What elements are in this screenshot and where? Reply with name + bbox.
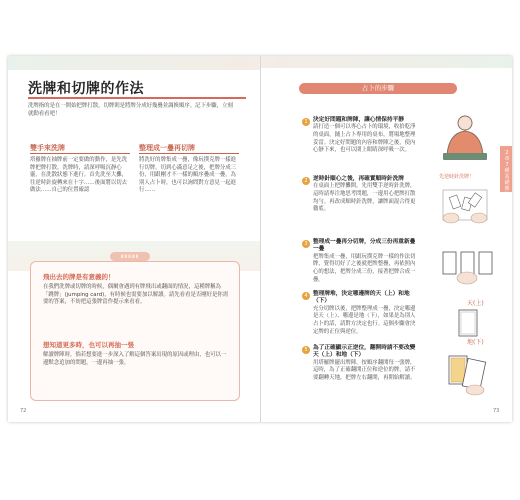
- step-title: 逆時針順心之後，再確實順時針洗牌: [313, 176, 404, 182]
- shuffle-illustration: [437, 184, 493, 226]
- title-underline: [28, 97, 246, 99]
- left-page: [8, 56, 260, 422]
- step-1: [299, 117, 417, 155]
- right-page: [261, 56, 512, 422]
- step-5: [299, 345, 417, 383]
- step-title: 為了正確顯示正逆位，翻開時請不要改變天（上）和地（下）: [313, 345, 416, 359]
- section-heading-cut: 整理成一疊再切牌: [139, 144, 195, 152]
- section-tag: 占卜的步驟: [299, 83, 457, 94]
- section-underline: [139, 153, 239, 154]
- flip-card-illustration: [441, 352, 491, 396]
- step-title: 整理成一疊再分切牌，分成三份再重新疊一疊: [313, 239, 416, 253]
- step-4: [299, 291, 417, 336]
- step-body: 在桌面上把牌攤開，先用雙手逆時針洗牌，這時請專注地思考問題，一邊用心把牌打散均勻。再改成順時針洗牌，讓牌面混合得更徹底。: [313, 183, 416, 213]
- step-title: 整理牌堆，決定哪邊牌的天（上）和地（下）: [313, 291, 410, 305]
- step-number: 2: [302, 177, 310, 185]
- step-body: 請打造一個可以專心占卜的環境，收拾乾淨的桌面，鋪上占卜專用的桌布，將場地整理妥當。決定好問題的內容和牌陣之後，使內心靜下來，也可以閉上眼睛深呼吸一次。: [313, 124, 416, 154]
- section-text-shuffle: 塔羅牌在抽牌前一定要做的動作，是先洗牌把牌打散。洗牌時，請深呼吸沉靜心靈，在洗散狀態下進行。首先洗至大攤，往逆時針旋轉來在十字……後面將以切去做法……自己的位置確認: [30, 157, 128, 194]
- step-3: [299, 239, 417, 284]
- tips-heading-draw-more: 想知道更多時，也可以再抽一張: [43, 341, 134, 349]
- label-up: 天(上): [467, 300, 484, 307]
- step-number: 5: [302, 346, 310, 354]
- intro-text: 洗牌指的是在一開始把牌打散，切牌則是將牌分成好幾疊並調換順序。記下步驟，立刻就動看看吧！: [28, 103, 233, 117]
- deck-orientation-illustration: [449, 308, 489, 338]
- tips-box: [30, 261, 240, 401]
- tips-text-jumping-card: 在我們洗牌或切牌的時候，偶爾會遇到有牌飛出或翻面的情況，這種牌稱為「跳牌」(jumping card)，有時候也需要加以解讀。請先看看是否剛好是你需要的答案，不妨把這張牌當作提示來看看。: [43, 284, 229, 306]
- chapter-tab-label: 2章 7種基礎牌陣: [504, 150, 510, 198]
- step-number: 4: [302, 292, 310, 300]
- step-body: 充分切牌以後，把牌整理成一疊，決定哪邊是天（上）、哪邊是地（下），如果是為別人占卜的話，請對方決定也行。這個步驟會決定牌的正位與逆位。: [313, 305, 416, 335]
- page-title: 洗牌和切牌的作法: [28, 81, 144, 97]
- step-title: 決定好問題和牌陣，讓心情保持平靜: [313, 117, 404, 123]
- deco-label: ⅢⅢⅢⅢⅢ: [110, 252, 150, 261]
- step-body: 把牌集成一疊，用跟玩撲克牌一樣的作法切牌，覺得切好了之後就把牌整疊，再依照內心的想法，把牌分成三份，接著把牌合成一疊。: [313, 253, 416, 283]
- section-heading-shuffle: 雙手來洗牌: [30, 144, 65, 152]
- step-2: [299, 176, 417, 214]
- meditation-illustration: [437, 111, 493, 165]
- step-number: 1: [302, 118, 310, 126]
- three-piles-illustration: [439, 246, 497, 286]
- top-band: [261, 56, 512, 68]
- page-number-right: 73: [493, 408, 500, 414]
- step-body: 用塔羅牌擺出牌陣，按順序翻開每一張牌，這時，為了正確翻開正位和逆位的牌，請不要翻轉天地，把牌左右翻開，再開始解讀。: [313, 359, 416, 381]
- book-spread: [8, 56, 512, 422]
- tips-text-draw-more: 解讀牌陣時，倘若想要進一步深入了解這個答案出現的原因或理由，也可以一邊默念追加的問題，一邊再抽一張。: [43, 352, 227, 366]
- step-number: 3: [302, 240, 310, 248]
- top-band: [8, 56, 260, 70]
- speech-bubble-text: 先逆時針洗牌！: [439, 174, 475, 180]
- page-number-left: 72: [20, 408, 27, 414]
- tips-heading-jumping-card: 飛出去的牌是有意義的！: [43, 273, 115, 281]
- section-underline: [30, 153, 130, 154]
- section-text-cut: 將洗好的牌集成一疊，像玩撲克牌一樣進行切牌。切到心滿意足之後，把牌分成三份，用跟剛才不一樣的順序疊成一疊。為別人占卜時，也可以詢問對方意見一起進行……: [139, 157, 237, 194]
- label-down: 地(下): [467, 339, 484, 346]
